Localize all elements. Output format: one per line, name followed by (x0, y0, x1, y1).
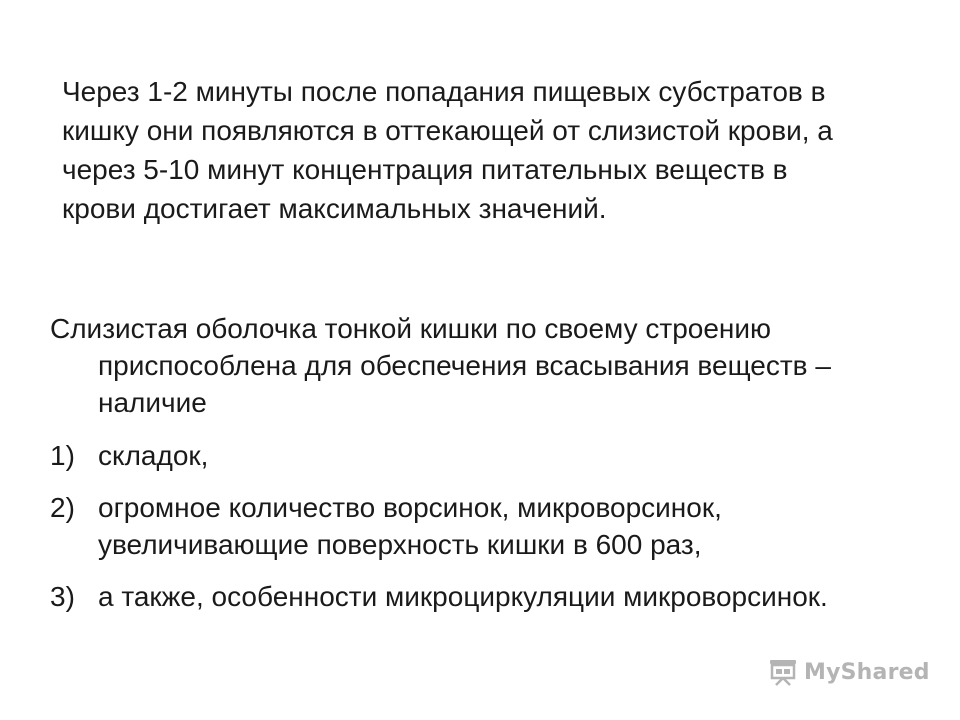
lead-paragraph: Слизистая оболочка тонкой кишки по своему строению приспособлена для обеспечения всасывания веществ – наличие (50, 313, 831, 418)
feature-list (50, 437, 900, 615)
list-text: складок, (98, 440, 209, 471)
list-number: 2) (50, 492, 75, 523)
presentation-board-icon (768, 658, 798, 686)
watermark-logo (768, 658, 930, 686)
list-number: 3) (50, 581, 75, 612)
list-item (50, 489, 900, 563)
list-item (50, 437, 900, 474)
list-text: огромное количество ворсинок, микроворсинок, увеличивающие поверхность кишки в 600 раз, (98, 492, 722, 560)
watermark-text: MyShared (804, 659, 930, 685)
list-text: а также, особенности микроциркуляции микроворсинок. (98, 581, 828, 612)
list-item (50, 578, 900, 615)
list-number: 1) (50, 440, 75, 471)
main-content (50, 310, 900, 630)
intro-paragraph: Через 1-2 минуты после попадания пищевых субстратов в кишку они появляются в оттекающей от слизистой крови, а через 5-10 минут концентрация питательных веществ в крови достигает максимальных значений. (62, 76, 833, 224)
